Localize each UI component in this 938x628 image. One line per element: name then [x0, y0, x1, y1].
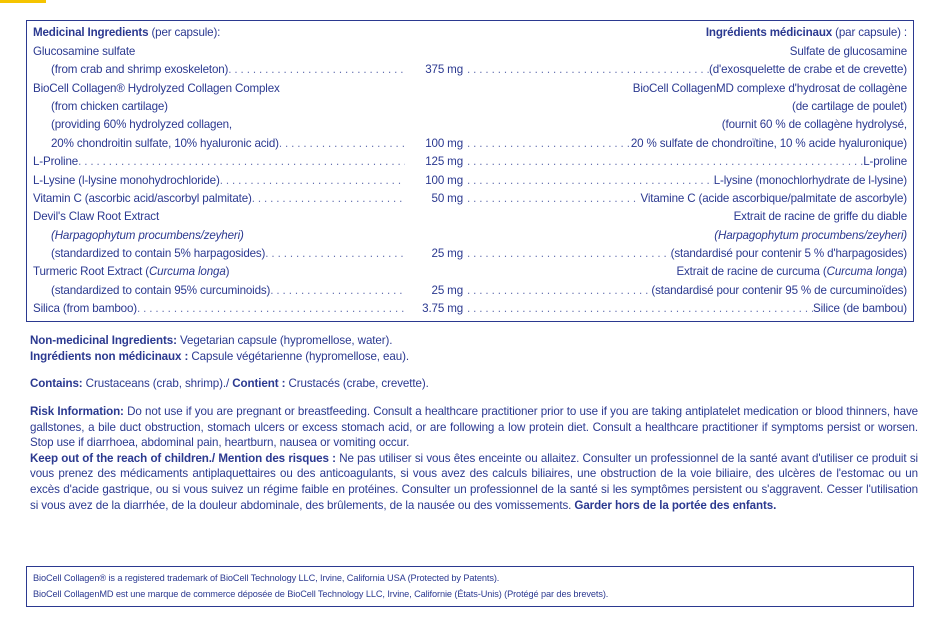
ingredient-amount: 25 mg [431, 247, 463, 261]
ingredient-amount: 100 mg [425, 173, 463, 187]
ingredient-name-fr: Extrait de racine de curcuma (Curcuma longa) [676, 265, 907, 279]
risk-label-en: Risk Information: [30, 405, 124, 418]
ingredients-header-row [33, 24, 907, 42]
ingredient-name-en: 20% chondroitin sulfate, 10% hyaluronic acid) [51, 136, 279, 150]
ingredient-name-fr: Sulfate de glucosamine [789, 44, 907, 58]
ingredient-row [33, 42, 907, 60]
ingredient-row [33, 300, 907, 318]
keep-out-reach-en: Keep out of the reach of children./ Mention des risques : [30, 451, 336, 465]
ingredient-name-en: (standardized to contain 5% harpagosides) [51, 247, 266, 261]
dot-leader [265, 245, 405, 263]
contains-text-fr: Crustacés (crabe, crevette). [285, 377, 429, 390]
dot-leader [78, 153, 405, 171]
ingredient-row [33, 171, 907, 189]
ingredient-name-en: Glucosamine sulfate [33, 44, 136, 58]
ingredient-name-fr: (fournit 60 % de collagène hydrolysé, [721, 118, 907, 132]
corner-accent-mark [0, 0, 46, 3]
ingredient-row [33, 79, 907, 97]
ingredient-name-en: (Harpagophytum procumbens/zeyheri) [51, 228, 244, 242]
dot-leader [270, 282, 405, 300]
dot-leader [137, 300, 405, 318]
ingredient-amount: 100 mg [425, 136, 463, 150]
ingredient-row [33, 98, 907, 116]
ingredient-row [33, 263, 907, 281]
dot-leader [467, 172, 714, 190]
contains-label-en: Contains: [30, 377, 83, 390]
ingredient-name-fr: (d'exosquelette de crabe et de crevette) [709, 63, 907, 77]
ingredient-name-en: Devil's Claw Root Extract [33, 210, 160, 224]
ingredient-name-fr: L-proline [863, 155, 907, 169]
dot-leader [220, 172, 405, 190]
ingredient-name-en: (from chicken cartilage) [51, 99, 168, 113]
ingredient-row [33, 61, 907, 79]
ingredient-name-fr: Extrait de racine de griffe du diable [733, 210, 907, 224]
ingredient-row [33, 281, 907, 299]
risk-information-block [30, 404, 918, 513]
dot-leader [467, 153, 863, 171]
ingredient-name-fr: Vitamine C (acide ascorbique/palmitate de ascorbyle) [640, 191, 907, 205]
ingredient-name-fr: BioCell CollagenMD complexe d'hydrosat de collagène [632, 81, 907, 95]
medicinal-header-fr: Ingrédients médicinaux [705, 26, 833, 40]
risk-text-en: Do not use if you are pregnant or breastfeeding. Consult a healthcare practitioner prior to use if you are taking antiplatelet medication or blood thinners, have gallstones, a bile duct obstruction, stomach ulcers or excess stomach acid, or are following a low protein diet. Consult a healthcare practitioner if symptoms persist or worsen. Stop use if diarrhoea, abdominal pain, heartburn, nausea or vomiting occur. [30, 405, 919, 450]
dot-leader [467, 190, 640, 208]
dot-leader [279, 135, 405, 153]
ingredient-row [33, 134, 907, 152]
ingredient-name-en: (standardized to contain 95% curcuminoids) [51, 283, 271, 297]
contains-block [30, 376, 918, 392]
non-medicinal-block [30, 333, 918, 364]
ingredient-amount: 50 mg [431, 191, 463, 205]
ingredient-name-fr: (standardisé pour contenir 95 % de curcuminoïdes) [651, 283, 907, 297]
ingredient-name-en: L-Proline [33, 155, 79, 169]
medicinal-header-en: Medicinal Ingredients [33, 26, 149, 40]
ingredient-row [33, 190, 907, 208]
ingredient-name-fr: (Harpagophytum procumbens/zeyheri) [714, 228, 907, 242]
ingredient-name-en: Silica (from bamboo) [33, 302, 137, 316]
ingredient-name-fr: (standardisé pour contenir 5 % d'harpagosides) [670, 247, 907, 261]
per-capsule-en: (per capsule): [151, 26, 221, 40]
ingredient-row [33, 226, 907, 244]
ingredient-amount: 3.75 mg [422, 302, 463, 316]
dot-leader [467, 245, 671, 263]
ingredient-name-fr: (de cartilage de poulet) [792, 99, 907, 113]
ingredient-row [33, 208, 907, 226]
contains-text-en: Crustaceans (crab, shrimp)./ [82, 377, 233, 390]
dot-leader [467, 282, 651, 300]
ingredient-name-en: BioCell Collagen® Hydrolyzed Collagen Complex [33, 81, 280, 95]
dot-leader [228, 61, 405, 79]
trademark-box [26, 566, 914, 607]
ingredient-amount: 375 mg [425, 63, 463, 77]
ingredient-name-fr: L-lysine (monochlorhydrate de l-lysine) [713, 173, 907, 187]
medicinal-ingredients-box [26, 20, 914, 322]
risk-text-fr: Ne pas utiliser si vous êtes enceinte ou allaitez. Consulter un professionnel de la santé avant d'utiliser ce produit si vous prenez des médicaments antiplaquettaires ou des anticoagulants, si vous avez des calculs biliaires, une obstruction de la voie biliaire, des ulcères de l'estomac ou un excès d'acide gastrique, ou si vous suivez un régime faible en protéines. Consulter un professionnel de la santé si les symptômes persistent ou s'aggravent. Cesser l'utilisation si vous avez de la diarrhée, de la douleur abdominale, des brûlements, de la nausée ou des vomissements. [30, 451, 918, 512]
ingredient-amount: 25 mg [431, 283, 463, 297]
ingredient-row [33, 153, 907, 171]
ingredient-row [33, 116, 907, 134]
dot-leader [467, 135, 631, 153]
contains-label-fr: Contient : [232, 377, 286, 390]
keep-out-reach-fr: Garder hors de la portée des enfants. [571, 498, 777, 512]
ingredient-row [33, 245, 907, 263]
dot-leader [467, 61, 709, 79]
ingredient-name-fr: Silice (de bambou) [813, 302, 907, 316]
dot-leader [252, 190, 405, 208]
ingredient-name-fr: 20 % sulfate de chondroïtine, 10 % acide hyaluronique) [630, 136, 907, 150]
ingredient-name-en: Vitamin C (ascorbic acid/ascorbyl palmitate) [33, 191, 252, 205]
ingredient-name-en: L-Lysine (l-lysine monohydrochloride) [33, 173, 220, 187]
ingredient-name-en: (providing 60% hydrolyzed collagen, [51, 118, 233, 132]
trademark-fr: BioCell CollagenMD est une marque de commerce déposée de BioCell Technology LLC, Irvine, Californie (États-Unis) (Protégé par des brevets). [33, 588, 609, 599]
non-medicinal-en: Non-medicinal Ingredients: Vegetarian capsule (hypromellose, water). [30, 334, 393, 347]
non-medicinal-fr: Ingrédients non médicinaux : Capsule végétarienne (hypromellose, eau). [30, 349, 409, 363]
per-capsule-fr: (par capsule) : [835, 26, 907, 40]
dot-leader [467, 300, 813, 318]
ingredient-name-en: (from crab and shrimp exoskeleton) [51, 63, 229, 77]
ingredient-name-en: Turmeric Root Extract (Curcuma longa) [33, 265, 230, 279]
ingredient-amount: 125 mg [425, 155, 463, 169]
ingredient-rows [33, 42, 907, 318]
trademark-en: BioCell Collagen® is a registered trademark of BioCell Technology LLC, Irvine, California USA (Protected by Patents). [33, 573, 500, 583]
